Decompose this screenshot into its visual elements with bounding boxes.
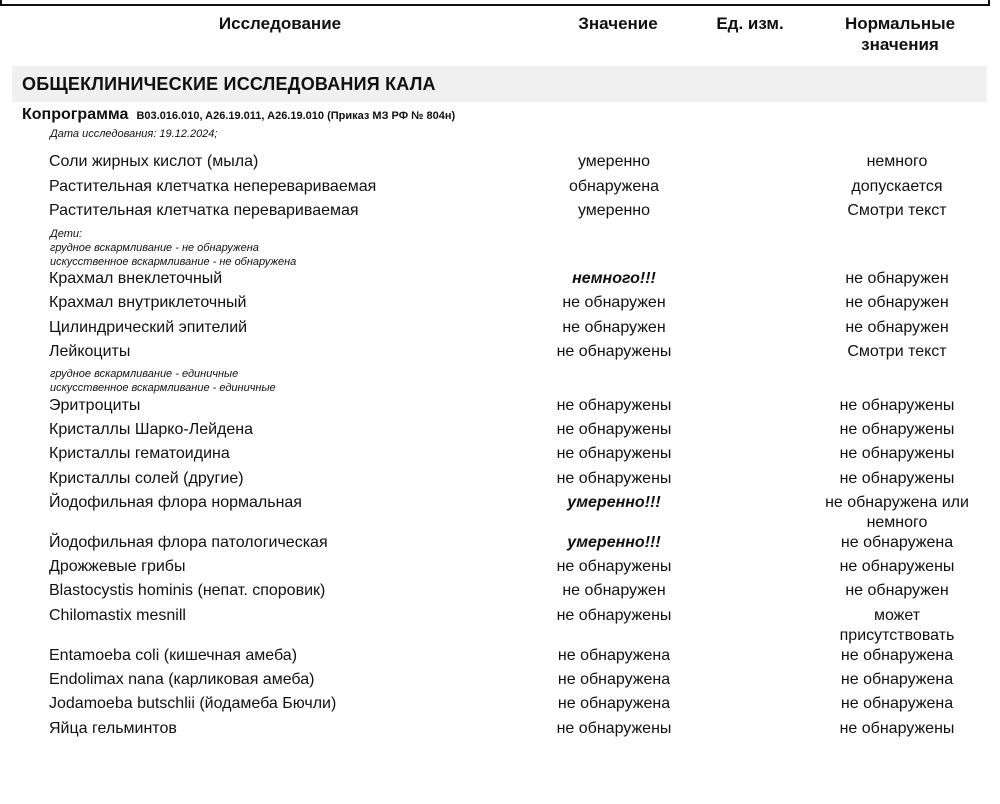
column-header-norm-line2: значения [861,35,939,54]
row-value: не обнаружены [556,421,672,438]
row-name: Крахмал внеклеточный [49,270,223,287]
row-name: Blastocystis hominis (непат. споровик) [49,582,326,599]
row-norm: не обнаружена [840,534,954,551]
row-norm: не обнаружена [840,647,954,664]
row-value: не обнаружена [557,671,671,688]
section-bar [12,66,987,102]
row-norm: немного [866,153,928,170]
column-header-unit: Ед. изм. [716,14,784,33]
note-line: грудное вскармливание - единичные [50,368,239,380]
row-name: Цилиндрический эпителий [49,319,248,336]
row-value: не обнаружена [557,695,671,712]
note-children [50,227,296,269]
row-name: Яйца гельминтов [49,720,177,737]
row-norm: не обнаружены [839,470,955,487]
note-line: искусственное вскармливание - не обнаружена [50,256,297,268]
row-norm: Смотри текст [847,202,947,219]
row-value: не обнаружен [562,319,666,336]
row-norm: не обнаружены [839,558,955,575]
row-name: Кристаллы гематоидина [49,445,230,462]
column-header-value: Значение [578,14,658,33]
row-name: Jodamoeba butschlii (йодамеба Бючли) [49,695,337,712]
section-title: ОБЩЕКЛИНИЧЕСКИЕ ИССЛЕДОВАНИЯ КАЛА [22,74,436,94]
row-norm: не обнаружен [845,294,949,311]
row-name: Кристаллы солей (другие) [49,470,244,487]
study-date: Дата исследования: 19.12.2024; [50,128,218,140]
row-norm [806,493,988,533]
row-value: не обнаружены [556,343,672,360]
row-value: не обнаружены [556,445,672,462]
row-norm-line1: не обнаружена или [825,494,969,511]
column-header-norm-line1: Нормальные [844,14,956,33]
row-norm: не обнаружены [839,445,955,462]
row-name: Растительная клетчатка перевариваемая [49,202,359,219]
note-line: искусственное вскармливание - единичные [50,382,276,394]
row-value: не обнаружены [556,558,672,575]
column-header-norm [800,13,1000,55]
row-norm: не обнаружены [839,720,955,737]
row-name: Кристаллы Шарко-Лейдена [49,421,253,438]
row-name: Endolimax nana (карликовая амеба) [49,671,315,688]
row-norm: не обнаружена [840,695,954,712]
note-line: Дети: [50,228,83,240]
row-value: не обнаружена [557,647,671,664]
row-name: Entamoeba coli (кишечная амеба) [49,647,298,664]
row-value-flagged: умеренно!!! [567,494,661,511]
row-name: Соли жирных кислот (мыла) [49,153,259,170]
note-line: грудное вскармливание - не обнаружена [50,242,259,254]
row-name: Chilomastix mesnill [49,607,186,624]
row-norm: не обнаружены [839,397,955,414]
group-codes: B03.016.010, A26.19.011, A26.19.010 (Приказ МЗ РФ № 804н) [136,110,456,122]
group-heading [22,106,455,124]
row-value-flagged: немного!!! [572,270,656,287]
row-value: обнаружена [568,178,660,195]
row-value: не обнаружен [562,294,666,311]
group-title: Копрограмма [22,106,129,123]
row-name: Йодофильная флора нормальная [49,494,302,511]
row-name: Йодофильная флора патологическая [49,534,328,551]
row-value: умеренно [577,153,651,170]
row-norm: Смотри текст [847,343,947,360]
row-value: умеренно [577,202,651,219]
row-name: Крахмал внутриклеточный [49,294,247,311]
row-value: не обнаружен [562,582,666,599]
row-norm: не обнаружен [845,582,949,599]
row-norm: не обнаружен [845,270,949,287]
row-name: Лейкоциты [49,343,131,360]
note-leukocytes [50,367,276,395]
row-norm: не обнаружена [840,671,954,688]
row-name: Дрожжевые грибы [49,558,186,575]
row-norm [806,606,988,646]
row-norm-line2: немного [866,514,928,531]
row-name: Растительная клетчатка неперевариваемая [49,178,377,195]
row-norm: не обнаружен [845,319,949,336]
row-norm-line1: может [873,607,921,624]
row-value: не обнаружены [556,397,672,414]
row-norm: не обнаружены [839,421,955,438]
column-header-study: Исследование [218,14,342,33]
row-value: не обнаружены [556,720,672,737]
frame-top-border [0,0,990,6]
row-value: не обнаружены [556,470,672,487]
row-value-flagged: умеренно!!! [567,534,661,551]
row-name: Эритроциты [49,397,141,414]
row-norm: допускается [851,178,943,195]
row-norm-line2: присутствовать [839,627,955,644]
row-value: не обнаружены [556,607,672,624]
